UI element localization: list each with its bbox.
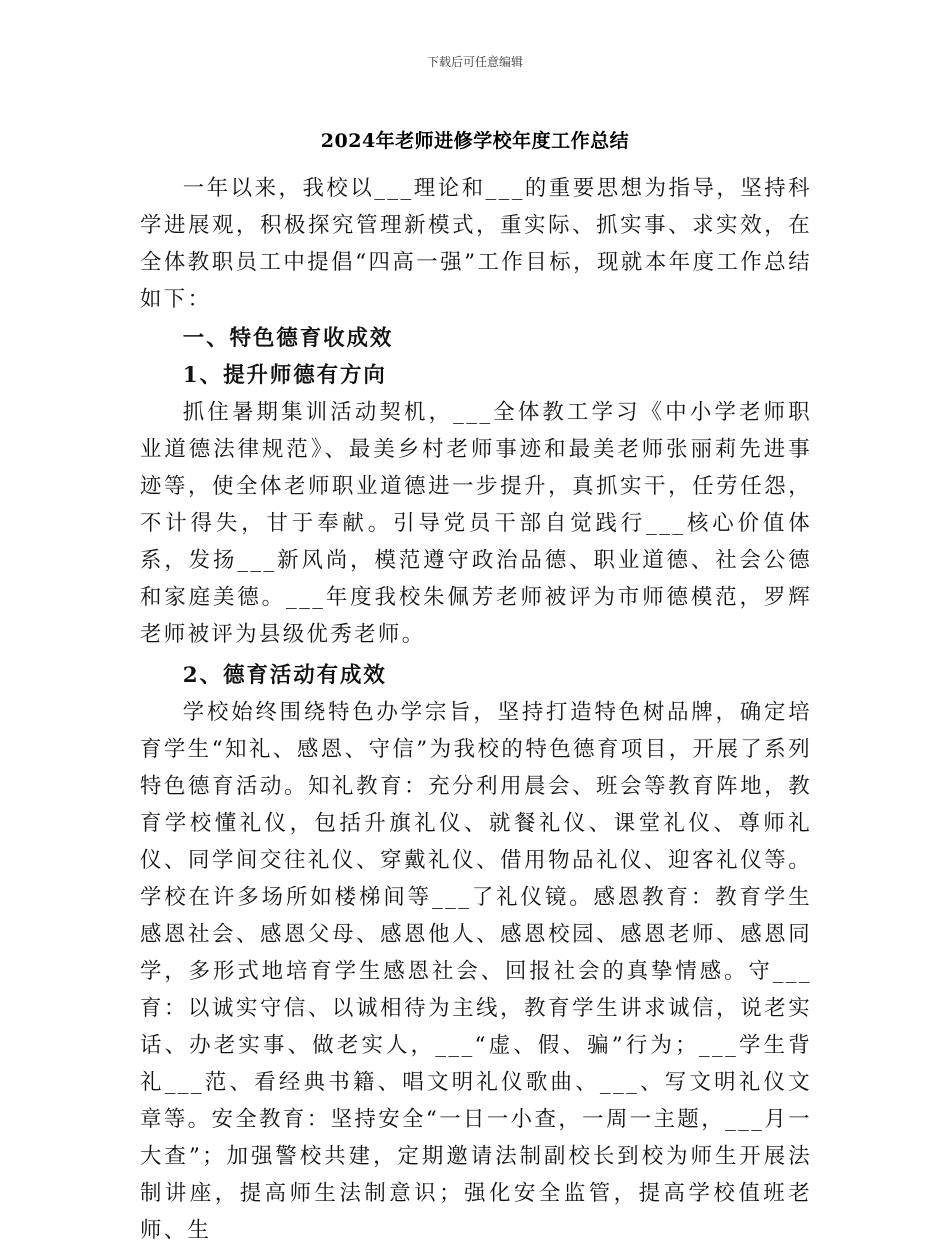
document-body xyxy=(140,170,812,1249)
intro-paragraph: 一年以来，我校以___理论和___的重要思想为指导，坚持科学进展观，积极探究管理新模式，重实际、抓实事、求实效，在全体教职员工中提倡“四高一强”工作目标，现就本年度工作总结如下： xyxy=(140,176,812,312)
page-title: 2024年老师进修学校年度工作总结 xyxy=(320,130,630,152)
section-heading-1: 一、特色德育收成效 xyxy=(182,326,394,351)
body-paragraph-2: 学校始终围绕特色办学宗旨，坚持打造特色树品牌，确定培育学生“知礼、感恩、守信”为我校的特色德育项目，开展了系列特色德育活动。知礼教育：充分利用晨会、班会等教育阵地，教育学校懂礼仪，包括升旗礼仪、就餐礼仪、课堂礼仪、尊师礼仪、同学间交往礼仪、穿戴礼仪、借用物品礼仪、迎客礼仪等。学校在许多场所如楼梯间等___了礼仪镜。感恩教育：教育学生感恩社会、感恩父母、感恩他人、感恩校园、感恩老师、感恩同学，多形式地培育学生感恩社会、回报社会的真挚情感。守___育：以诚实守信、以诚相待为主线，教育学生讲求诚信，说老实话、办老实事、做老实人，___“虚、假、骗”行为；___学生背礼___范、看经典书籍、唱文明礼仪歌曲、___、写文明礼仪文章等。安全教育：坚持安全“一日一小查，一周一主题，___月一大查”；加强警校共建，定期邀请法制副校长到校为师生开展法制讲座，提高师生法制意识；强化安全监管，提高学校值班老师、生 xyxy=(140,700,812,1243)
subsection-heading-2: 2、德育活动有成效 xyxy=(182,663,387,688)
download-note: 下载后可任意编辑 xyxy=(426,55,523,69)
subsection-heading-1: 1、提升师德有方向 xyxy=(182,363,387,388)
body-paragraph-1: 抓住暑期集训活动契机，___全体教工学习《中小学老师职业道德法律规范》、最美乡村老师事迹和最美老师张丽莉先进事迹等，使全体老师职业道德进一步提升，真抓实干，任劳任怨，不计得失，甘于奉献。引导党员干部自觉践行___核心价值体系，发扬___新风尚，模范遵守政治品德、职业道德、社会公德和家庭美德。___年度我校朱佩芳老师被评为市师德模范，罗辉老师被评为县级优秀老师。 xyxy=(140,400,812,647)
